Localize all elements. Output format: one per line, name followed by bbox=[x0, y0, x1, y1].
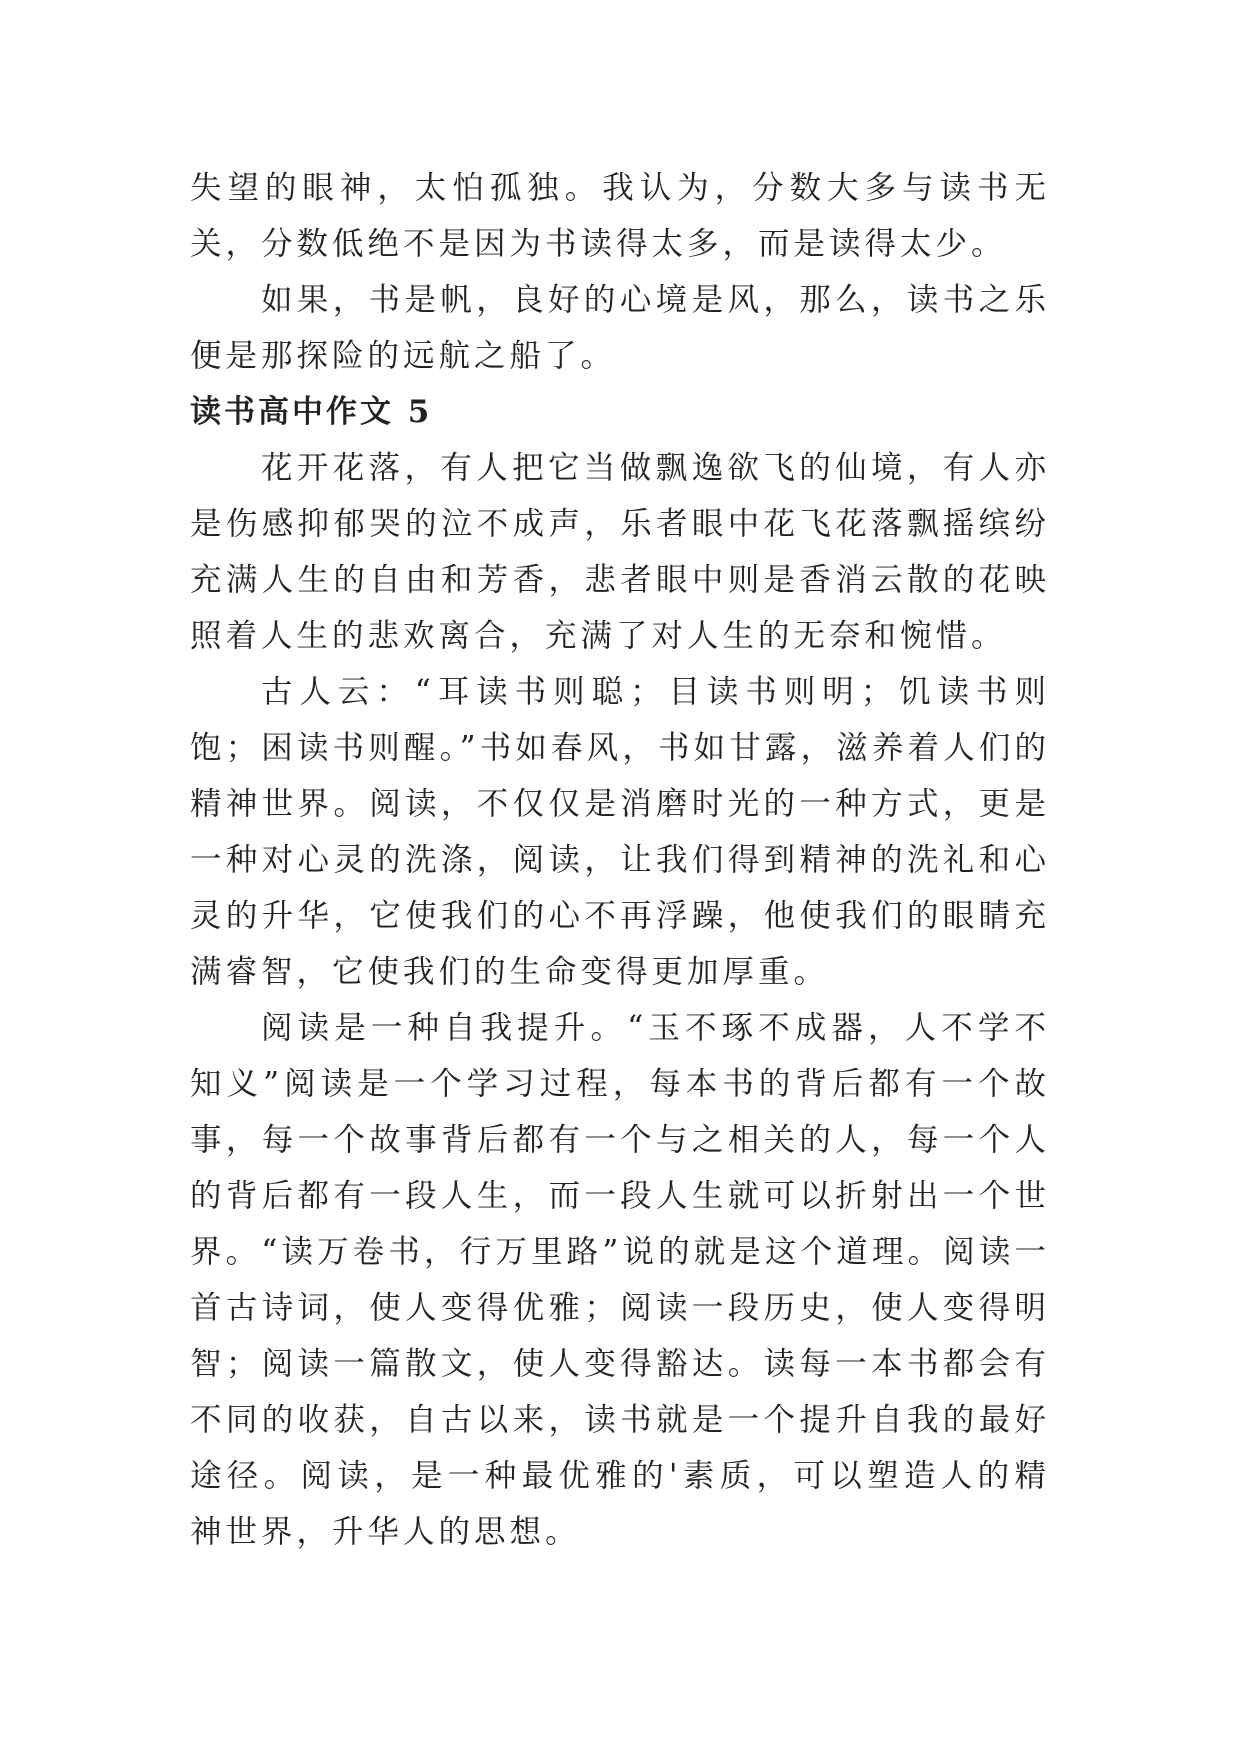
paragraph-flowers: 花开花落，有人把它当做飘逸欲飞的仙境，有人亦是伤感抑郁哭的泣不成声，乐者眼中花飞花落飘摇缤纷充满人生的自由和芳香，悲者眼中则是香消云散的花映照着人生的悲欢离合，充满了对人生的无奈和惋惜。 bbox=[190, 450, 1050, 654]
paragraph-continued: 失望的眼神，太怕孤独。我认为，分数大多与读书无关，分数低绝不是因为书读得太多，而是读得太少。 bbox=[190, 170, 1050, 262]
paragraph-closing: 如果，书是帆，良好的心境是风，那么，读书之乐便是那探险的远航之船了。 bbox=[190, 282, 1050, 374]
paragraph-self-improvement: 阅读是一种自我提升。“玉不琢不成器，人不学不知义”阅读是一个学习过程，每本书的背后都有一个故事，每一个故事背后都有一个与之相关的人，每一个人的背后都有一段人生，而一段人生就可以折射出一个世界。“读万卷书，行万里路”说的就是这个道理。阅读一首古诗词，使人变得优雅；阅读一段历史，使人变得明智；阅读一篇散文，使人变得豁达。读每一本书都会有不同的收获，自古以来，读书就是一个提升自我的最好途径。阅读，是一种最优雅的'素质，可以塑造人的精神世界，升华人的思想。 bbox=[190, 1010, 1050, 1550]
document-body bbox=[190, 160, 1050, 1560]
paragraph-quote-ancients: 古人云：“耳读书则聪；目读书则明；饥读书则饱；困读书则醒。”书如春风，书如甘露，滋养着人们的精神世界。阅读，不仅仅是消磨时光的一种方式，更是一种对心灵的洗涤，阅读，让我们得到精神的洗礼和心灵的升华，它使我们的心不再浮躁，他使我们的眼睛充满睿智，它使我们的生命变得更加厚重。 bbox=[190, 674, 1050, 990]
section-title: 读书高中作文 5 bbox=[190, 394, 433, 430]
